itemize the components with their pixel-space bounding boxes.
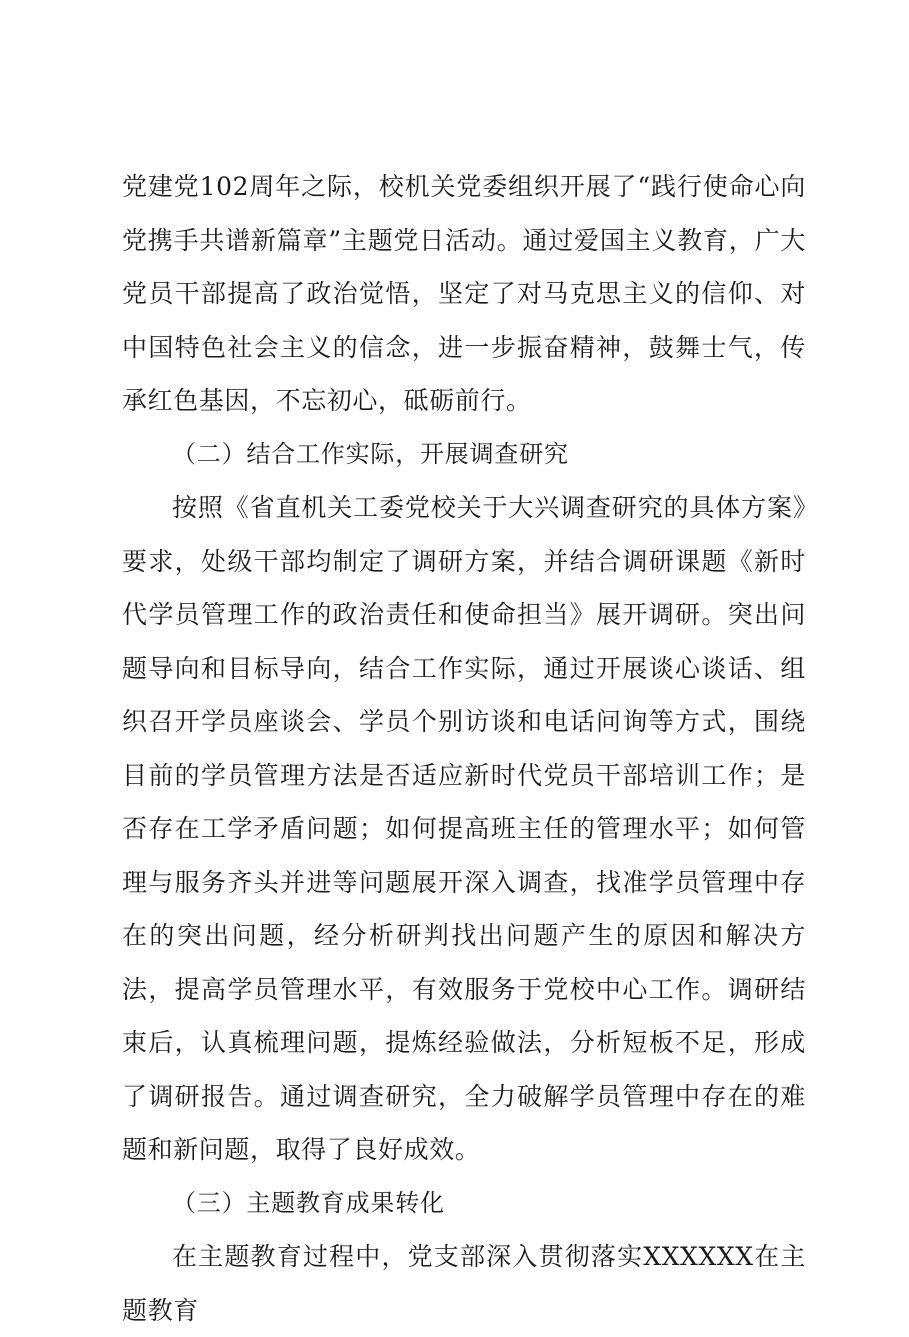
section-heading-3: （三）主题教育成果转化 <box>172 1188 445 1217</box>
body-paragraph-1: 党建党102周年之际，校机关党委组织开展了“践行使命心向党携手共谱新篇章”主题党日活动。通过爱国主义教育，广大党员干部提高了政治觉悟，坚定了对马克思主义的信仰、对中国特色社会主义的信念，进一步振奋精神，鼓舞士气，传承红色基因，不忘初心，砥砺前行。 <box>122 172 806 415</box>
document-body <box>122 160 806 1337</box>
section-heading-2: （二）结合工作实际，开展调查研究 <box>172 439 569 468</box>
body-paragraph-2: 按照《省直机关工委党校关于大兴调查研究的具体方案》要求，处级干部均制定了调研方案，并结合调研课题《新时代学员管理工作的政治责任和使命担当》展开调研。突出问题导向和目标导向，结合工作实际，通过开展谈心谈话、组织召开学员座谈会、学员个别访谈和电话问询等方式，围绕目前的学员管理方法是否适应新时代党员干部培训工作；是否存在工学矛盾问题；如何提高班主任的管理水平；如何管理与服务齐头并进等问题展开深入调查，找准学员管理中存在的突出问题，经分析研判找出问题产生的原因和解决方法，提高学员管理水平，有效服务于党校中心工作。调研结束后，认真梳理问题，提炼经验做法，分析短板不足，形成了调研报告。通过调查研究，全力破解学员管理中存在的难题和新问题，取得了良好成效。 <box>122 493 806 1164</box>
body-paragraph-3: 在主题教育过程中，党支部深入贯彻落实XXXXXX在主题教育 <box>122 1242 806 1325</box>
